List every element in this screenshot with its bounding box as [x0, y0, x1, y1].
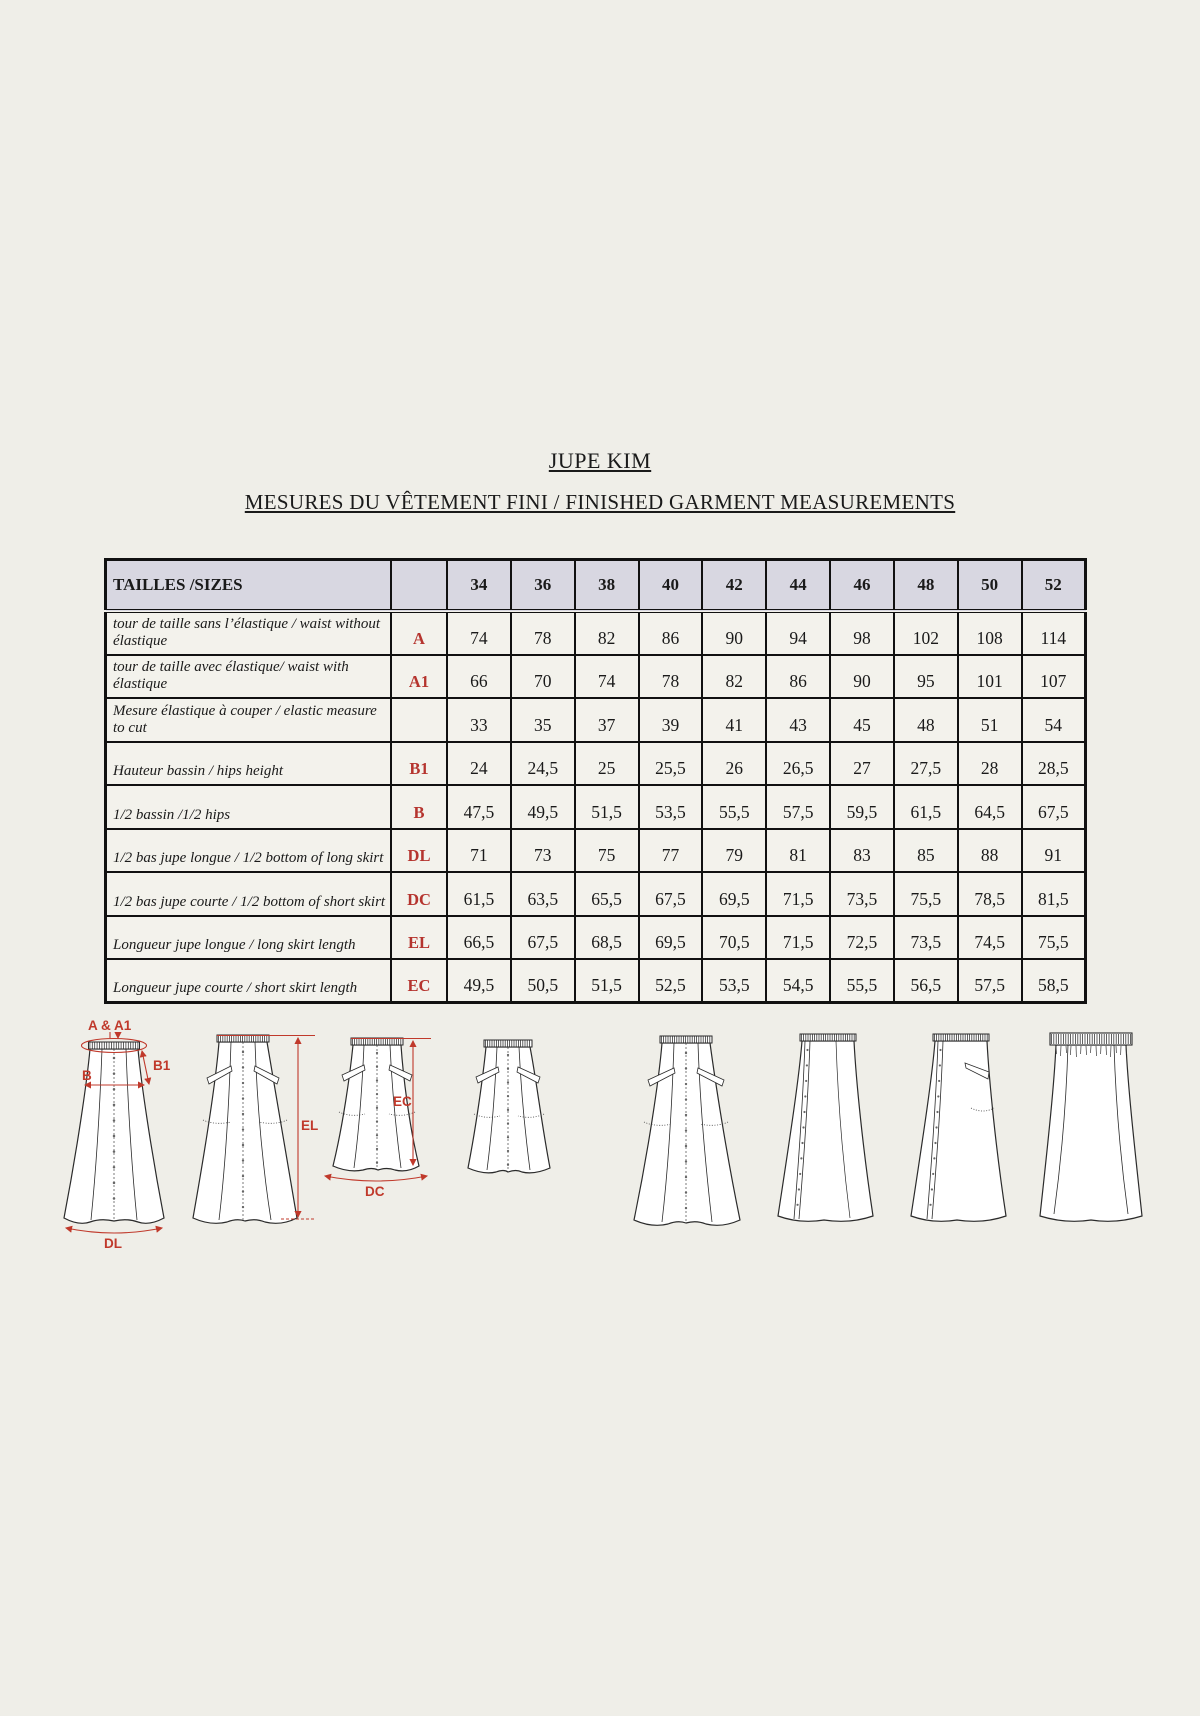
measurement-value: 25 — [575, 742, 639, 786]
measurement-value: 67,5 — [1022, 785, 1086, 829]
measurement-value: 55,5 — [830, 959, 894, 1003]
skirt-body — [911, 1041, 1006, 1221]
measurement-value: 86 — [766, 655, 830, 699]
skirt-diagram-front-short-ec-dc — [315, 1020, 435, 1210]
measurement-value: 75,5 — [1022, 916, 1086, 960]
measurement-value: 47,5 — [447, 785, 511, 829]
measurement-label: tour de taille avec élastique/ waist with élastique — [106, 655, 392, 699]
measurement-value: 70,5 — [702, 916, 766, 960]
measurement-value: 24 — [447, 742, 511, 786]
table-row — [106, 611, 1086, 655]
skirt-diagram-front-short — [458, 1020, 563, 1210]
measurement-value: 69,5 — [639, 916, 703, 960]
measure-label-waist: A & A1 — [88, 1018, 132, 1033]
skirt-diagram-front-long — [622, 1020, 752, 1260]
size-header-cell: 50 — [958, 560, 1022, 612]
measurement-code: B1 — [391, 742, 447, 786]
measurement-value: 71,5 — [766, 872, 830, 916]
measurement-value: 101 — [958, 655, 1022, 699]
measurement-value: 55,5 — [702, 785, 766, 829]
table-row — [106, 698, 1086, 742]
measure-label-hip-height: B1 — [153, 1058, 171, 1073]
skirt-flat-drawing — [905, 1020, 1013, 1254]
measurement-value: 114 — [1022, 611, 1086, 655]
measurement-value: 72,5 — [830, 916, 894, 960]
measurement-value: 78,5 — [958, 872, 1022, 916]
table-row — [106, 959, 1086, 1003]
measurement-value: 28,5 — [1022, 742, 1086, 786]
measurement-code: EL — [391, 916, 447, 960]
measurement-value: 67,5 — [511, 916, 575, 960]
measurement-value: 41 — [702, 698, 766, 742]
skirt-flat-drawing — [1036, 1020, 1148, 1254]
measurement-code: A1 — [391, 655, 447, 699]
skirt-diagram-back-long-elastic — [1036, 1020, 1148, 1260]
measurement-value: 81,5 — [1022, 872, 1086, 916]
measurement-value: 78 — [639, 655, 703, 699]
measurement-code: B — [391, 785, 447, 829]
measurement-label: Longueur jupe courte / short skirt length — [106, 959, 392, 1003]
size-header-cell: 42 — [702, 560, 766, 612]
measurement-value: 102 — [894, 611, 958, 655]
size-header-cell: 40 — [639, 560, 703, 612]
skirt-diagram-side-long — [772, 1020, 880, 1260]
measurement-value: 75,5 — [894, 872, 958, 916]
skirt-body — [1040, 1045, 1142, 1221]
measurement-value: 26,5 — [766, 742, 830, 786]
measurement-value: 24,5 — [511, 742, 575, 786]
skirt-diagram-front-long-el — [185, 1020, 317, 1260]
measurement-label: 1/2 bassin /1/2 hips — [106, 785, 392, 829]
measurement-value: 90 — [702, 611, 766, 655]
measurement-value: 53,5 — [702, 959, 766, 1003]
sizes-header-cell: TAILLES /SIZES — [106, 560, 392, 612]
long-hem-arrow — [66, 1228, 162, 1233]
measurement-value: 65,5 — [575, 872, 639, 916]
measurement-value: 94 — [766, 611, 830, 655]
skirt-diagram-side-long-pocket — [905, 1020, 1013, 1260]
measurements-table — [104, 558, 1087, 1004]
table-row — [106, 742, 1086, 786]
measurements-table-body — [106, 611, 1086, 1003]
measurements-table-wrap — [104, 558, 1087, 1004]
measurement-value: 82 — [702, 655, 766, 699]
measurement-code: A — [391, 611, 447, 655]
measurement-label: 1/2 bas jupe longue / 1/2 bottom of long skirt — [106, 829, 392, 873]
measurement-value: 83 — [830, 829, 894, 873]
measurement-value: 74 — [447, 611, 511, 655]
measurement-value: 25,5 — [639, 742, 703, 786]
measurement-value: 35 — [511, 698, 575, 742]
measurement-value: 48 — [894, 698, 958, 742]
measurement-value: 51,5 — [575, 785, 639, 829]
measurement-value: 73,5 — [830, 872, 894, 916]
measurement-value: 74,5 — [958, 916, 1022, 960]
measurement-value: 39 — [639, 698, 703, 742]
measurement-value: 85 — [894, 829, 958, 873]
measurement-label: Mesure élastique à couper / elastic measure to cut — [106, 698, 392, 742]
code-header-cell — [391, 560, 447, 612]
size-header-cell: 44 — [766, 560, 830, 612]
measure-label-hip: B — [82, 1068, 92, 1083]
hip-height-arrow — [142, 1051, 149, 1084]
short-hem-arrow — [325, 1176, 427, 1181]
table-row — [106, 916, 1086, 960]
measurement-value: 75 — [575, 829, 639, 873]
measurement-value: 95 — [894, 655, 958, 699]
measurement-value: 58,5 — [1022, 959, 1086, 1003]
measurement-value: 57,5 — [958, 959, 1022, 1003]
measure-label-short-length: EC — [393, 1094, 412, 1109]
measurement-value: 49,5 — [447, 959, 511, 1003]
measurement-value: 61,5 — [894, 785, 958, 829]
skirt-flat-drawing — [40, 1020, 190, 1254]
measurement-value: 81 — [766, 829, 830, 873]
table-row — [106, 655, 1086, 699]
measurement-value: 98 — [830, 611, 894, 655]
measurement-value: 37 — [575, 698, 639, 742]
measurement-value: 51 — [958, 698, 1022, 742]
size-header-cell: 36 — [511, 560, 575, 612]
measurement-value: 59,5 — [830, 785, 894, 829]
measurement-value: 91 — [1022, 829, 1086, 873]
measurement-code: DL — [391, 829, 447, 873]
measurement-label: tour de taille sans l’élastique / waist without élastique — [106, 611, 392, 655]
measurement-value: 66 — [447, 655, 511, 699]
measurement-value: 88 — [958, 829, 1022, 873]
measurement-value: 63,5 — [511, 872, 575, 916]
skirt-diagrams — [0, 1020, 1200, 1265]
measurement-value: 69,5 — [702, 872, 766, 916]
measurement-value: 51,5 — [575, 959, 639, 1003]
measurement-value: 27 — [830, 742, 894, 786]
size-header-cell: 52 — [1022, 560, 1086, 612]
measure-label-short-hem: DC — [365, 1184, 385, 1199]
measurement-value: 82 — [575, 611, 639, 655]
size-header-cell: 34 — [447, 560, 511, 612]
measurement-value: 86 — [639, 611, 703, 655]
skirt-diagram-front-long-annotated — [40, 1020, 190, 1260]
skirt-body — [778, 1041, 873, 1221]
size-header-cell: 38 — [575, 560, 639, 612]
table-header-row — [106, 560, 1086, 612]
skirt-flat-drawing — [458, 1020, 563, 1206]
measurement-code: DC — [391, 872, 447, 916]
measurement-value: 54,5 — [766, 959, 830, 1003]
measurement-value: 52,5 — [639, 959, 703, 1003]
page-subtitle: MESURES DU VÊTEMENT FINI / FINISHED GARMENT MEASUREMENTS — [244, 490, 956, 514]
measurement-value: 107 — [1022, 655, 1086, 699]
measurement-label: Hauteur bassin / hips height — [106, 742, 392, 786]
measurement-value: 78 — [511, 611, 575, 655]
measurement-value: 64,5 — [958, 785, 1022, 829]
measurement-value: 43 — [766, 698, 830, 742]
table-row — [106, 829, 1086, 873]
measurement-value: 90 — [830, 655, 894, 699]
measurement-value: 67,5 — [639, 872, 703, 916]
skirt-flat-drawing — [315, 1020, 435, 1206]
size-header-cell: 46 — [830, 560, 894, 612]
measurement-label: Longueur jupe longue / long skirt length — [106, 916, 392, 960]
measurement-value: 33 — [447, 698, 511, 742]
measurement-value: 73 — [511, 829, 575, 873]
measurement-value: 71,5 — [766, 916, 830, 960]
measurement-value: 66,5 — [447, 916, 511, 960]
measure-label-long-length: EL — [301, 1118, 319, 1133]
measurement-value: 56,5 — [894, 959, 958, 1003]
skirt-body — [193, 1042, 297, 1223]
measurement-value: 27,5 — [894, 742, 958, 786]
measurement-value: 53,5 — [639, 785, 703, 829]
elastic-waistband — [1050, 1033, 1132, 1045]
measurement-value: 74 — [575, 655, 639, 699]
page-title: JUPE KIM — [548, 448, 652, 473]
skirt-flat-drawing — [622, 1020, 752, 1254]
measurement-value: 49,5 — [511, 785, 575, 829]
measurement-value: 45 — [830, 698, 894, 742]
measurement-value: 73,5 — [894, 916, 958, 960]
measurement-value: 68,5 — [575, 916, 639, 960]
measurement-code — [391, 698, 447, 742]
measurement-value: 54 — [1022, 698, 1086, 742]
measurement-value: 79 — [702, 829, 766, 873]
measurement-value: 108 — [958, 611, 1022, 655]
size-header-cell: 48 — [894, 560, 958, 612]
table-row — [106, 872, 1086, 916]
measurement-value: 71 — [447, 829, 511, 873]
measurement-value: 26 — [702, 742, 766, 786]
measurement-value: 50,5 — [511, 959, 575, 1003]
measurement-value: 77 — [639, 829, 703, 873]
table-row — [106, 785, 1086, 829]
measurement-value: 57,5 — [766, 785, 830, 829]
measurement-value: 61,5 — [447, 872, 511, 916]
measurement-value: 70 — [511, 655, 575, 699]
measurement-code: EC — [391, 959, 447, 1003]
skirt-body — [634, 1043, 740, 1225]
measurement-value: 28 — [958, 742, 1022, 786]
measurements-table-head — [106, 560, 1086, 612]
skirt-flat-drawing — [772, 1020, 880, 1254]
skirt-flat-drawing — [185, 1020, 317, 1254]
measurement-label: 1/2 bas jupe courte / 1/2 bottom of short skirt — [106, 872, 392, 916]
measure-label-long-hem: DL — [104, 1236, 122, 1251]
